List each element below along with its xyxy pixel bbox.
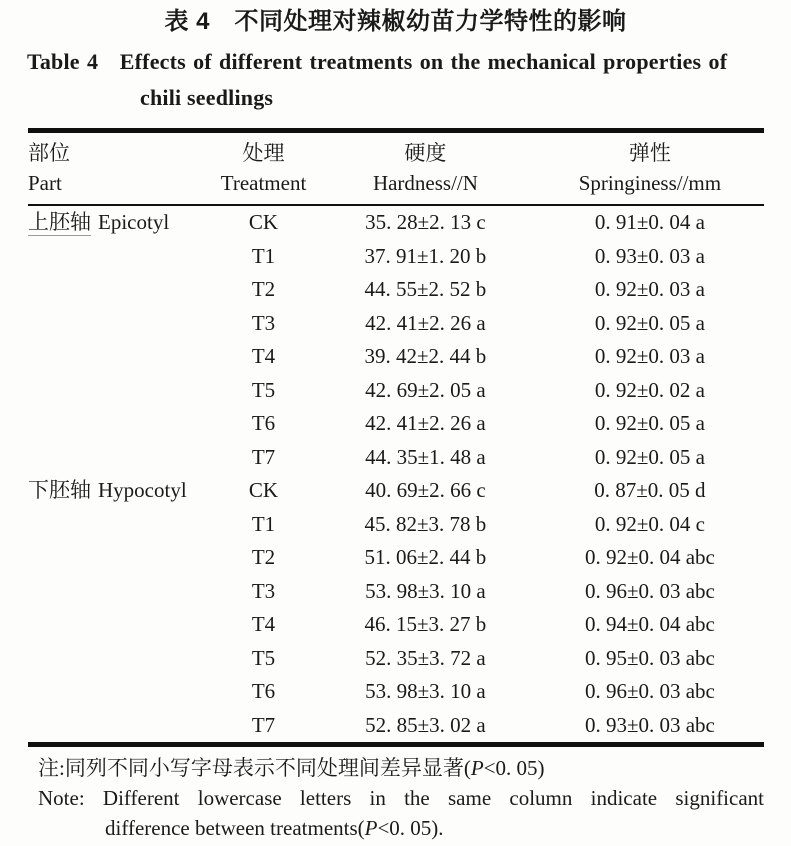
springiness-cell: 0. 92±0. 02 a bbox=[594, 377, 705, 402]
header-springiness-zh: 弹性 bbox=[628, 141, 671, 165]
hardness-cell: 53. 98±3. 10 a bbox=[365, 578, 486, 603]
springiness-cell: 0. 91±0. 04 a bbox=[594, 210, 705, 235]
springiness-cell: 0. 87±0. 05 d bbox=[594, 478, 706, 503]
hardness-cell: 46. 15±3. 27 b bbox=[364, 612, 487, 637]
hardness-cell: 42. 41±2. 26 a bbox=[365, 411, 486, 436]
treatment-cell: T6 bbox=[251, 411, 276, 436]
part-label-zh: 下胚轴 bbox=[28, 478, 91, 502]
note-en-line2 bbox=[105, 813, 791, 843]
table-row bbox=[28, 474, 764, 508]
springiness-cell: 0. 92±0. 05 a bbox=[594, 444, 705, 469]
note-en-text: difference between treatments( bbox=[105, 816, 365, 840]
data-table bbox=[28, 128, 764, 747]
p-variable: P bbox=[470, 756, 484, 780]
note-zh-text: <0. 05) bbox=[483, 756, 545, 780]
treatment-cell: CK bbox=[248, 478, 279, 503]
part-cell-hypocotyl bbox=[28, 474, 212, 745]
hardness-cell: 52. 35±3. 72 a bbox=[365, 645, 486, 670]
treatment-cell: T5 bbox=[251, 645, 276, 670]
header-treatment-en: Treatment bbox=[220, 171, 307, 195]
hardness-cell: 53. 98±3. 10 a bbox=[365, 679, 486, 704]
part-label-en: Epicotyl bbox=[98, 210, 170, 234]
hardness-cell: 52. 85±3. 02 a bbox=[365, 712, 486, 737]
treatment-cell: T7 bbox=[251, 444, 276, 469]
springiness-cell: 0. 92±0. 04 c bbox=[594, 511, 705, 536]
hardness-cell: 42. 69±2. 05 a bbox=[365, 377, 486, 402]
treatment-cell: T7 bbox=[251, 712, 276, 737]
treatment-cell: T2 bbox=[251, 277, 276, 302]
header-part-zh: 部位 bbox=[28, 141, 70, 165]
springiness-cell: 0. 92±0. 05 a bbox=[594, 310, 705, 335]
treatment-cell: T1 bbox=[251, 511, 276, 536]
springiness-cell: 0. 92±0. 03 a bbox=[594, 277, 705, 302]
table-caption-en-line2: chili seedlings bbox=[140, 85, 274, 110]
hardness-cell: 51. 06±2. 44 b bbox=[364, 545, 487, 570]
hardness-cell: 45. 82±3. 78 b bbox=[364, 511, 487, 536]
treatment-cell: T5 bbox=[251, 377, 276, 402]
springiness-cell: 0. 93±0. 03 abc bbox=[584, 712, 715, 737]
springiness-cell: 0. 92±0. 05 a bbox=[594, 411, 705, 436]
table-notes bbox=[38, 753, 791, 843]
header-part bbox=[28, 131, 212, 206]
springiness-cell: 0. 94±0. 04 abc bbox=[584, 612, 715, 637]
note-en-text: <0. 05). bbox=[377, 816, 444, 840]
springiness-cell: 0. 96±0. 03 abc bbox=[584, 679, 715, 704]
header-row bbox=[28, 131, 764, 206]
treatment-cell: T6 bbox=[251, 679, 276, 704]
header-part-en: Part bbox=[28, 171, 62, 195]
part-label-en: Hypocotyl bbox=[98, 478, 187, 502]
hardness-cell: 44. 55±2. 52 b bbox=[364, 277, 487, 302]
hardness-cell: 40. 69±2. 66 c bbox=[365, 478, 486, 503]
p-variable: P bbox=[364, 816, 378, 840]
springiness-cell: 0. 93±0. 03 a bbox=[594, 243, 705, 268]
treatment-cell: T1 bbox=[251, 243, 276, 268]
hardness-cell: 37. 91±1. 20 b bbox=[364, 243, 487, 268]
hardness-cell: 44. 35±1. 48 a bbox=[365, 444, 486, 469]
springiness-cell: 0. 92±0. 04 abc bbox=[584, 545, 715, 570]
treatment-cell: T3 bbox=[251, 578, 276, 603]
part-label-zh: 上胚轴 bbox=[28, 210, 91, 234]
treatment-cell: T3 bbox=[251, 310, 276, 335]
springiness-cell: 0. 96±0. 03 abc bbox=[584, 578, 715, 603]
header-hardness-en: Hardness//N bbox=[372, 171, 478, 195]
table-row bbox=[28, 205, 764, 240]
part-cell-epicotyl bbox=[28, 205, 212, 474]
hardness-cell: 42. 41±2. 26 a bbox=[365, 310, 486, 335]
treatment-cell: CK bbox=[248, 210, 279, 235]
hardness-cell: 39. 42±2. 44 b bbox=[364, 344, 487, 369]
note-zh-text: 注:同列不同小写字母表示不同处理间差异显著( bbox=[38, 756, 471, 780]
table-caption-en-line1: Table 4 Effects of different treatments on the mechanical properties of bbox=[27, 49, 728, 74]
note-zh bbox=[38, 753, 791, 783]
hardness-cell: 35. 28±2. 13 c bbox=[365, 210, 486, 235]
treatment-cell: T4 bbox=[251, 612, 276, 637]
treatment-cell: T4 bbox=[251, 344, 276, 369]
header-springiness-en: Springiness//mm bbox=[578, 171, 722, 195]
header-hardness-zh: 硬度 bbox=[404, 141, 447, 165]
springiness-cell: 0. 92±0. 03 a bbox=[594, 344, 705, 369]
header-springiness bbox=[536, 131, 764, 206]
header-treatment-zh: 处理 bbox=[242, 141, 285, 165]
header-hardness bbox=[315, 131, 536, 206]
header-treatment bbox=[212, 131, 315, 206]
springiness-cell: 0. 95±0. 03 abc bbox=[584, 645, 715, 670]
table-caption-zh: 表 4 不同处理对辣椒幼苗力学特性的影响 bbox=[164, 8, 627, 35]
note-en-line1: Note: Different lowercase letters in the same column indicate significant bbox=[38, 786, 764, 810]
treatment-cell: T2 bbox=[251, 545, 276, 570]
